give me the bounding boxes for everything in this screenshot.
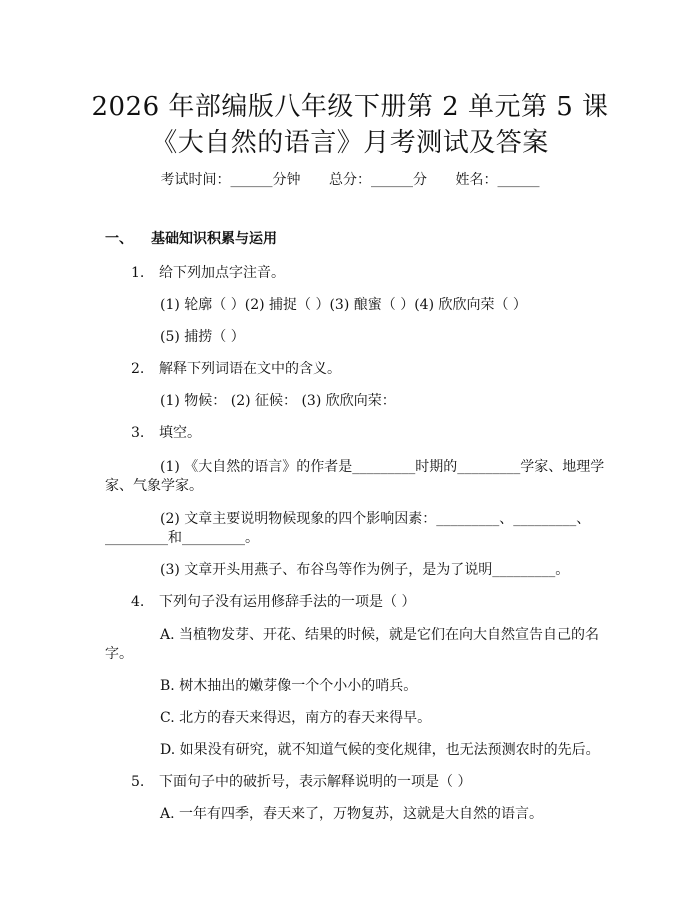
- document-title-line2: 《大自然的语言》月考测试及答案: [151, 128, 549, 158]
- question-line: (5) 捕捞（ ）: [160, 329, 245, 345]
- total-score: 总分：______分: [329, 172, 427, 188]
- exam-time: 考试时间：______分钟: [160, 172, 301, 188]
- question-line: (2) 文章主要说明物候现象的四个影响因素：_________、_________、: [160, 511, 591, 527]
- question-3: [131, 422, 201, 442]
- question-line: (1) 物候： (2) 征候： (3) 欣欣向荣：: [160, 393, 396, 409]
- question-text: 解释下列词语在文中的含义。: [159, 361, 341, 377]
- option-b: B. 树木抽出的嫩芽像一个个小小的哨兵。: [160, 678, 418, 694]
- document-title-line1: 2026 年部编版八年级下册第 2 单元第 5 课: [91, 92, 609, 122]
- question-line: (1) 轮廓（ ）(2) 捕捉（ ）(3) 酿蜜（ ）(4) 欣欣向荣（ ）: [160, 297, 527, 313]
- section-title: 基础知识积累与运用: [151, 231, 277, 247]
- question-line: 家、气象学家。: [105, 478, 203, 494]
- option-a: A. 一年有四季，春天来了，万物复苏，这就是大自然的语言。: [160, 806, 544, 822]
- question-number: 4.: [131, 594, 145, 610]
- question-1: [131, 262, 285, 282]
- question-line: (3) 文章开头用燕子、布谷鸟等作为例子，是为了说明_________。: [160, 562, 570, 578]
- question-text: 下列句子没有运用修辞手法的一项是（ ）: [159, 594, 416, 610]
- question-text: 下面句子中的破折号，表示解释说明的一项是（ ）: [159, 774, 472, 790]
- option-a-continued: 字。: [105, 646, 133, 662]
- question-number: 2.: [131, 361, 145, 377]
- question-4: [131, 591, 415, 611]
- option-a: A. 当植物发芽、开花、结果的时候，就是它们在向大自然宣告自己的名: [160, 627, 600, 643]
- option-c: C. 北方的春天来得迟，南方的春天来得早。: [160, 710, 432, 726]
- question-number: 3.: [131, 425, 145, 441]
- student-name: 姓名：______: [455, 172, 540, 188]
- option-d: D. 如果没有研究，就不知道气候的变化规律，也无法预测农时的先后。: [160, 742, 600, 758]
- question-line: (1) 《大自然的语言》的作者是_________时期的_________学家、地理学: [160, 459, 605, 475]
- section-heading: [105, 228, 277, 248]
- question-number: 1.: [131, 265, 145, 281]
- exam-info: [0, 169, 700, 189]
- question-number: 5.: [131, 774, 145, 790]
- question-2: [131, 358, 341, 378]
- question-text: 填空。: [159, 425, 201, 441]
- question-5: [131, 771, 471, 791]
- question-line: _________和_________。: [105, 530, 259, 546]
- section-number: 一、: [105, 231, 133, 247]
- question-text: 给下列加点字注音。: [159, 265, 285, 281]
